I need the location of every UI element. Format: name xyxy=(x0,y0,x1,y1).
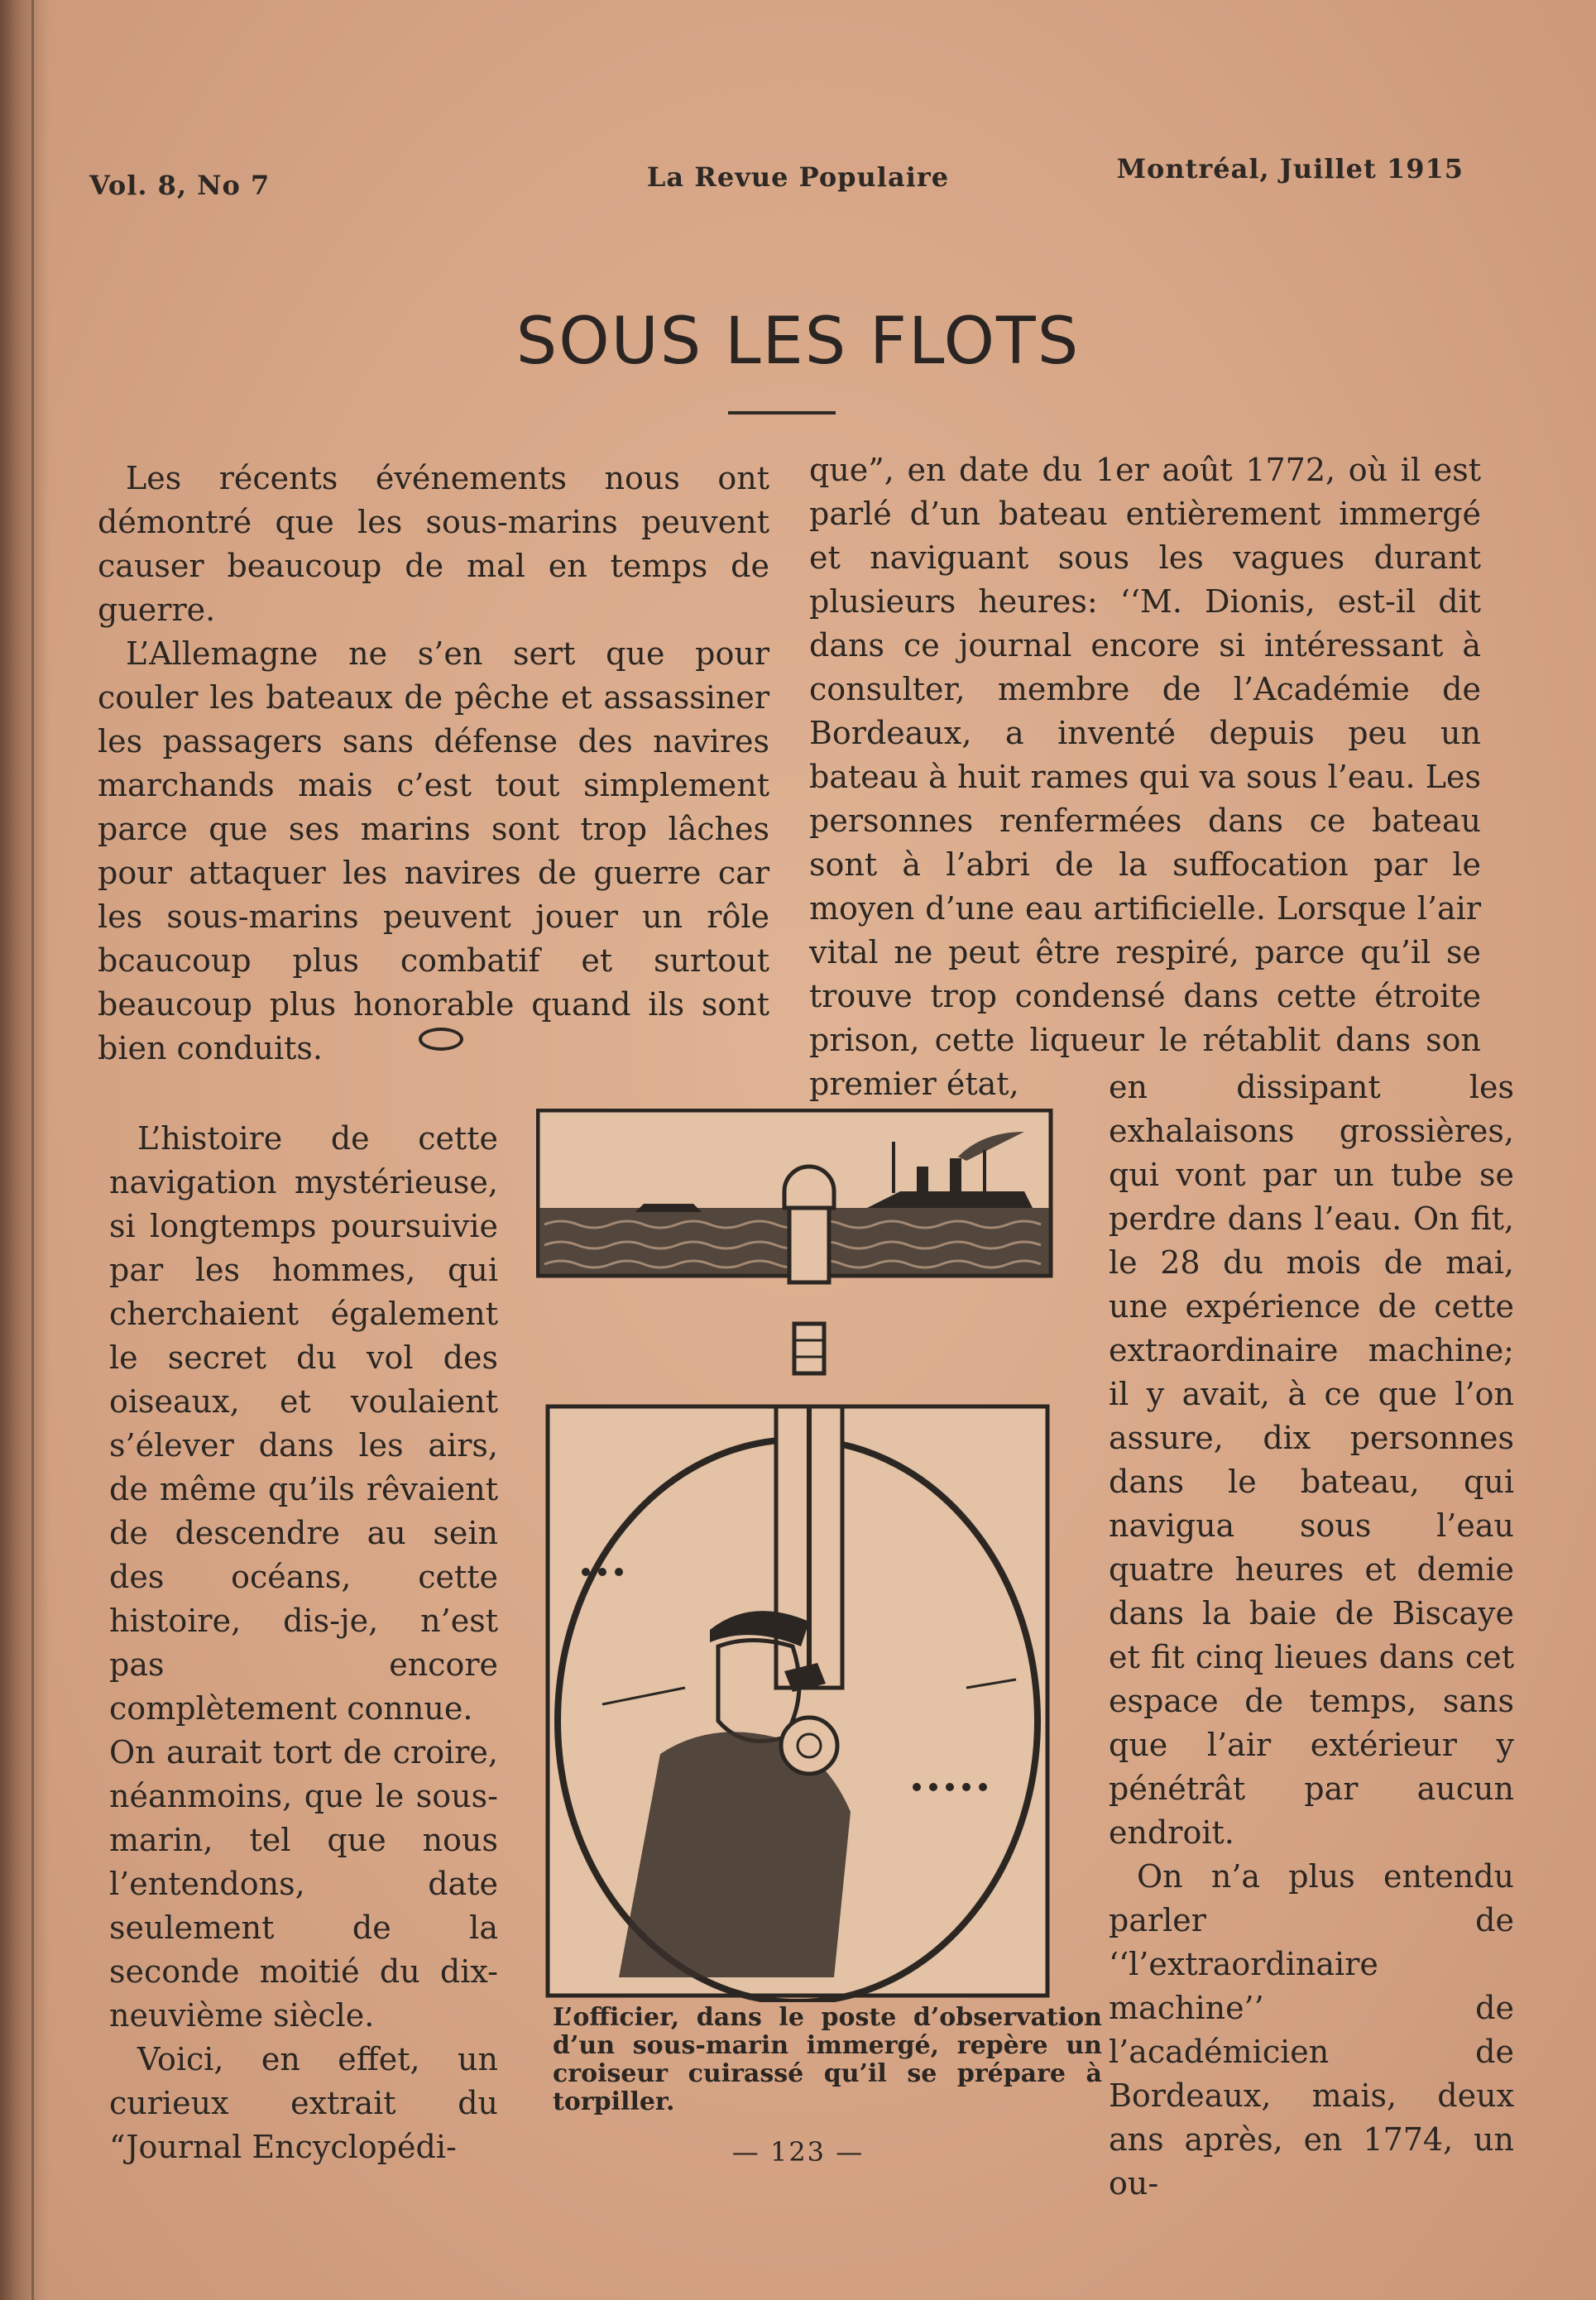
publication-name: La Revue Populaire xyxy=(646,161,950,193)
paragraph: Les récents événements nous ont démontré que les sous-marins peuvent causer beaucoup de mal en temps de guerre. xyxy=(98,460,769,628)
submarine-periscope-illustration xyxy=(536,1109,1059,2002)
column-left-top xyxy=(98,457,769,1071)
paragraph: que”, en date du 1er août 1772, où il est parlé d’un bateau entièrement immergé et naviguant sous les vagues durant plusieurs heures: ‘‘M. Dionis, est-il dit dans ce journal encore si intéressant à consulter, membre de l’Académie de Bordeaux, a inventé depuis peu un bateau à huit rames qui va sous l’eau. Les personnes renfermées dans ce bateau sont à l’abri de la suffocation par le moyen d’une eau artificielle. Lorsque l’air vital ne peut être respiré, parce qu’il se trouve trop condensé dans cette étroite prison, cette liqueur le rétablit dans son premier état, xyxy=(809,452,1481,1102)
article-title: SOUS LES FLOTS xyxy=(515,304,1081,379)
illustration-caption: L’officier, dans le poste d’observation d’un sous-marin immergé, repère un croiseur cuirassé qu’il se prépare à torpiller. xyxy=(553,2003,1102,2116)
volume-number: Vol. 8, No 7 xyxy=(89,170,271,201)
title-divider xyxy=(728,411,836,414)
place-date: Montréal, Juillet 1915 xyxy=(1116,153,1464,184)
section-separator-ornament xyxy=(419,1028,463,1051)
column-right-top xyxy=(809,448,1481,1106)
paragraph: en dissipant les exhalaisons grossières, qui vont par un tube se perdre dans l’eau. On fit, le 28 du mois de mai, une expérience de cette extraordinaire machine; il y avait, à ce que l’on assure, dix personnes dans le bateau, qui navigua sous l’eau quatre heures et demie dans la baie de Biscaye et fit cinq lieues dans cet espace de temps, sans que l’air extérieur y pénétrât par aucun endroit. xyxy=(1109,1069,1514,1851)
page-number: — 123 — xyxy=(731,2136,865,2168)
paragraph: L’histoire de cette navigation mystérieuse, si longtemps poursuivie par les hommes, qui cherchaient également le secret du vol des oiseaux, et voulaient s’élever dans les airs, de même qu’ils rêvaient de descendre au sein des océans, cette histoire, dis-je, n’est pas encore complètement connue. xyxy=(109,1120,498,1727)
paragraph: L’Allemagne ne s’en sert que pour couler les bateaux de pêche et assassiner les passagers sans défense des navires marchands mais c’est tout simplement parce que ses marins sont trop lâches pour attaquer les navires de guerre car les sous-marins peuvent jouer un rôle bcaucoup plus combatif et surtout beaucoup plus honorable quand ils sont bien conduits. xyxy=(98,635,769,1066)
paragraph: Voici, en effet, un curieux extrait du “Journal Encyclopédi- xyxy=(109,2041,498,2165)
paragraph: On n’a plus entendu parler de ‘‘l’extraordinaire machine’’ de l’académicien de Bordeaux, mais, deux ans après, en 1774, un ou- xyxy=(1109,1858,1514,2202)
paragraph: On aurait tort de croire, néanmoins, que le sous-marin, tel que nous l’entendons, date seulement de la seconde moitié du dix-neuvième siècle. xyxy=(109,1734,498,2034)
column-right-bottom xyxy=(1109,1066,1514,2206)
column-left-bottom xyxy=(109,1117,498,2169)
